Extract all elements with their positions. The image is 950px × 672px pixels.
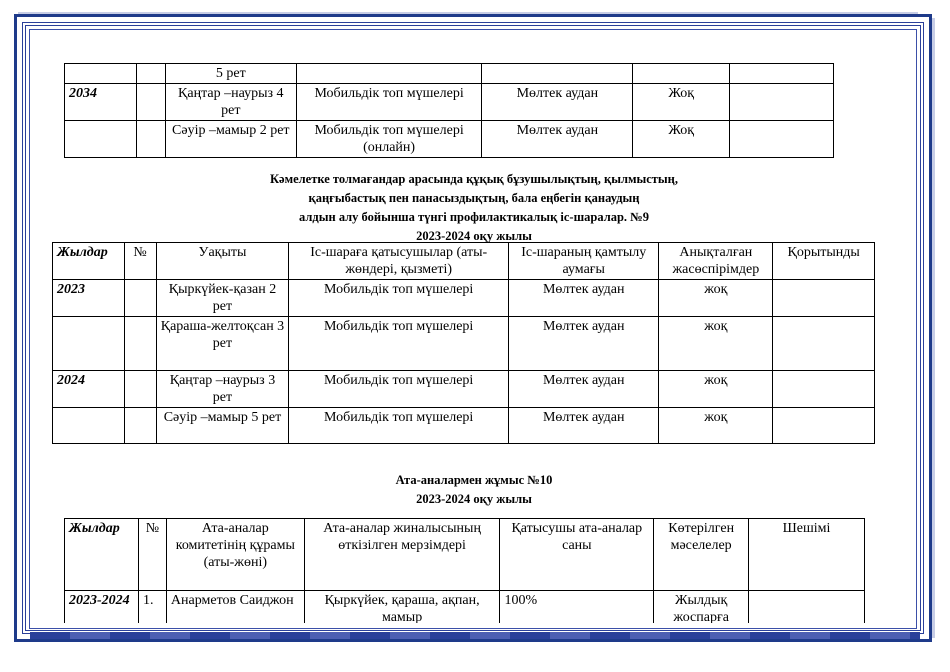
area-cell: Мөлтек аудан [509,371,659,408]
number-cell [124,371,156,408]
table-header-row [65,519,865,591]
heading-line: алдын алу бойынша түнгі профилактикалық іс-шаралар. №9 [299,210,649,224]
time-cell: Сәуір –мамыр 5 рет [156,408,289,444]
area-cell: Мөлтек аудан [482,121,633,158]
year-cell: 2024 [53,371,125,408]
number-cell [124,408,156,444]
table-row [53,317,875,371]
section-9-heading [34,170,914,246]
table-row [65,84,834,121]
table-header-row [53,243,875,280]
area-cell: Мөлтек аудан [509,280,659,317]
participants-cell: Мобильдік топ мүшелері [289,280,509,317]
heading-line: Кәмелетке толмағандар арасында құқық бұзушылықтың, қылмыстың, [269,172,679,186]
conclusion-cell [773,317,875,371]
number-cell [124,280,156,317]
number-cell [136,84,165,121]
column-header: Қорытынды [773,243,875,280]
year-cell [53,408,125,444]
time-cell: Қаңтар –наурыз 4 рет [165,84,296,121]
heading-line: Ата-аналармен жұмыс №10 [395,473,553,487]
participants-cell: Мобильдік топ мүшелері [296,84,482,121]
section-10-heading [34,471,914,509]
section-10-table [64,518,865,623]
participants-cell: Мобильдік топ мүшелері [289,371,509,408]
participants-cell: Мобильдік топ мүшелері [289,317,509,371]
year-cell [65,64,137,84]
conclusion-cell [730,64,834,84]
result-cell: Жоқ [633,121,730,158]
time-cell: 5 рет [165,64,296,84]
column-header: Жылдар [53,243,125,280]
result-cell [633,64,730,84]
meeting-dates-cell: Қыркүйек, қараша, ақпан, мамыр [304,591,500,624]
column-header: № [138,519,166,591]
number-cell [136,121,165,158]
heading-line: қаңғыбастық пен панасыздықтың, бала еңбегін қанаудың [308,191,640,205]
area-cell [482,64,633,84]
year-cell: 2034 [65,84,137,121]
column-header: Жылдар [65,519,139,591]
area-cell: Мөлтек аудан [509,317,659,371]
document-page [34,33,914,623]
column-header: Ата-аналар жиналысының өткізілген мерзімдері [304,519,500,591]
heading-line: 2023-2024 оқу жылы [416,229,532,243]
column-header: Шешімі [749,519,865,591]
result-cell: жоқ [659,408,773,444]
participants-cell: Мобильдік топ мүшелері (онлайн) [296,121,482,158]
area-cell: Мөлтек аудан [482,84,633,121]
conclusion-cell [730,84,834,121]
column-header: Анықталған жасөспірімдер [659,243,773,280]
result-cell: жоқ [659,280,773,317]
year-cell [53,317,125,371]
conclusion-cell [773,280,875,317]
page-border-bottom-band [30,632,920,639]
decision-cell [749,591,865,624]
column-header: Уақыты [156,243,289,280]
table-row [65,591,865,624]
number-cell: 1. [138,591,166,624]
attendance-cell: 100% [500,591,654,624]
column-header: Іс-шараға қатысушылар (аты-жөндері, қызметі) [289,243,509,280]
table-row [53,280,875,317]
table-row [65,64,834,84]
area-cell: Мөлтек аудан [509,408,659,444]
table-row [53,371,875,408]
result-cell: Жоқ [633,84,730,121]
year-cell: 2023-2024 [65,591,139,624]
time-cell: Сәуір –мамыр 2 рет [165,121,296,158]
number-cell [124,317,156,371]
continued-table [64,63,834,158]
column-header: Көтерілген мәселелер [654,519,749,591]
column-header: Ата-аналар комитетінің құрамы (аты-жөні) [166,519,304,591]
participants-cell: Мобильдік топ мүшелері [289,408,509,444]
time-cell: Қыркүйек-қазан 2 рет [156,280,289,317]
heading-line: 2023-2024 оқу жылы [416,492,532,506]
column-header: Қатысушы ата-аналар саны [500,519,654,591]
table-row [53,408,875,444]
result-cell: жоқ [659,317,773,371]
conclusion-cell [730,121,834,158]
year-cell: 2023 [53,280,125,317]
issues-cell: Жылдық жоспарға [654,591,749,624]
result-cell: жоқ [659,371,773,408]
number-cell [136,64,165,84]
table-row [65,121,834,158]
committee-cell: Анарметов Саиджон [166,591,304,624]
time-cell: Қараша-желтоқсан 3 рет [156,317,289,371]
time-cell: Қаңтар –наурыз 3 рет [156,371,289,408]
conclusion-cell [773,371,875,408]
column-header: № [124,243,156,280]
participants-cell [296,64,482,84]
year-cell [65,121,137,158]
column-header: Іс-шараның қамтылу аумағы [509,243,659,280]
section-9-table [52,242,875,444]
conclusion-cell [773,408,875,444]
frame-right-shadow [932,18,935,638]
